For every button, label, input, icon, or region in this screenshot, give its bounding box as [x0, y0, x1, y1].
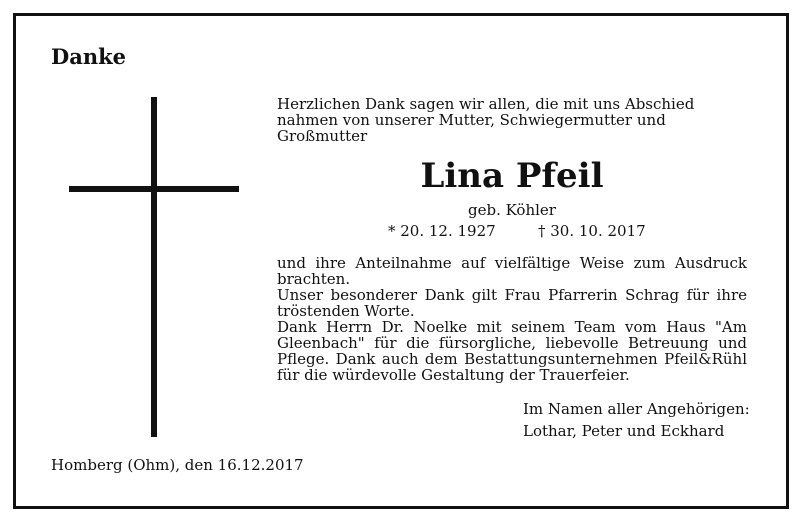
- thanks-paragraph: Unser besonderer Dank gilt Frau Pfarrerin Schrag für ihre tröstenden Worte.: [277, 286, 747, 320]
- birth-date: * 20. 12. 1927: [388, 222, 496, 240]
- intro-text: Herzlichen Dank sagen wir allen, die mit uns Abschied nahmen von unserer Mutter, Schwiegermutter und Großmutter: [277, 95, 695, 145]
- cross-vertical-bar: [151, 97, 157, 437]
- death-date: † 30. 10. 2017: [538, 222, 646, 240]
- thanks-paragraph: und ihre Anteilnahme auf vielfältige Weise zum Ausdruck brachten.: [277, 254, 747, 288]
- deceased-name: Lina Pfeil: [420, 156, 604, 196]
- signature-names: Lothar, Peter und Eckhard: [523, 422, 725, 440]
- place-date: Homberg (Ohm), den 16.12.2017: [51, 456, 304, 474]
- signature-block: [523, 398, 750, 442]
- thanks-paragraph: Dank Herrn Dr. Noelke mit seinem Team vom Haus "Am Gleenbach" für die fürsorgliche, liebevolle Betreuung und Pflege. Dank auch dem Bestattungsunternehmen Pfeil&Rühl für die würdevolle Gestaltung der Trauerfeier.: [277, 318, 747, 384]
- thanks-body: [277, 255, 747, 383]
- maiden-name: geb. Köhler: [468, 201, 556, 219]
- signature-line: Im Namen aller Angehörigen:: [523, 400, 750, 418]
- cross-horizontal-bar: [69, 186, 239, 192]
- notice-heading: Danke: [51, 44, 126, 69]
